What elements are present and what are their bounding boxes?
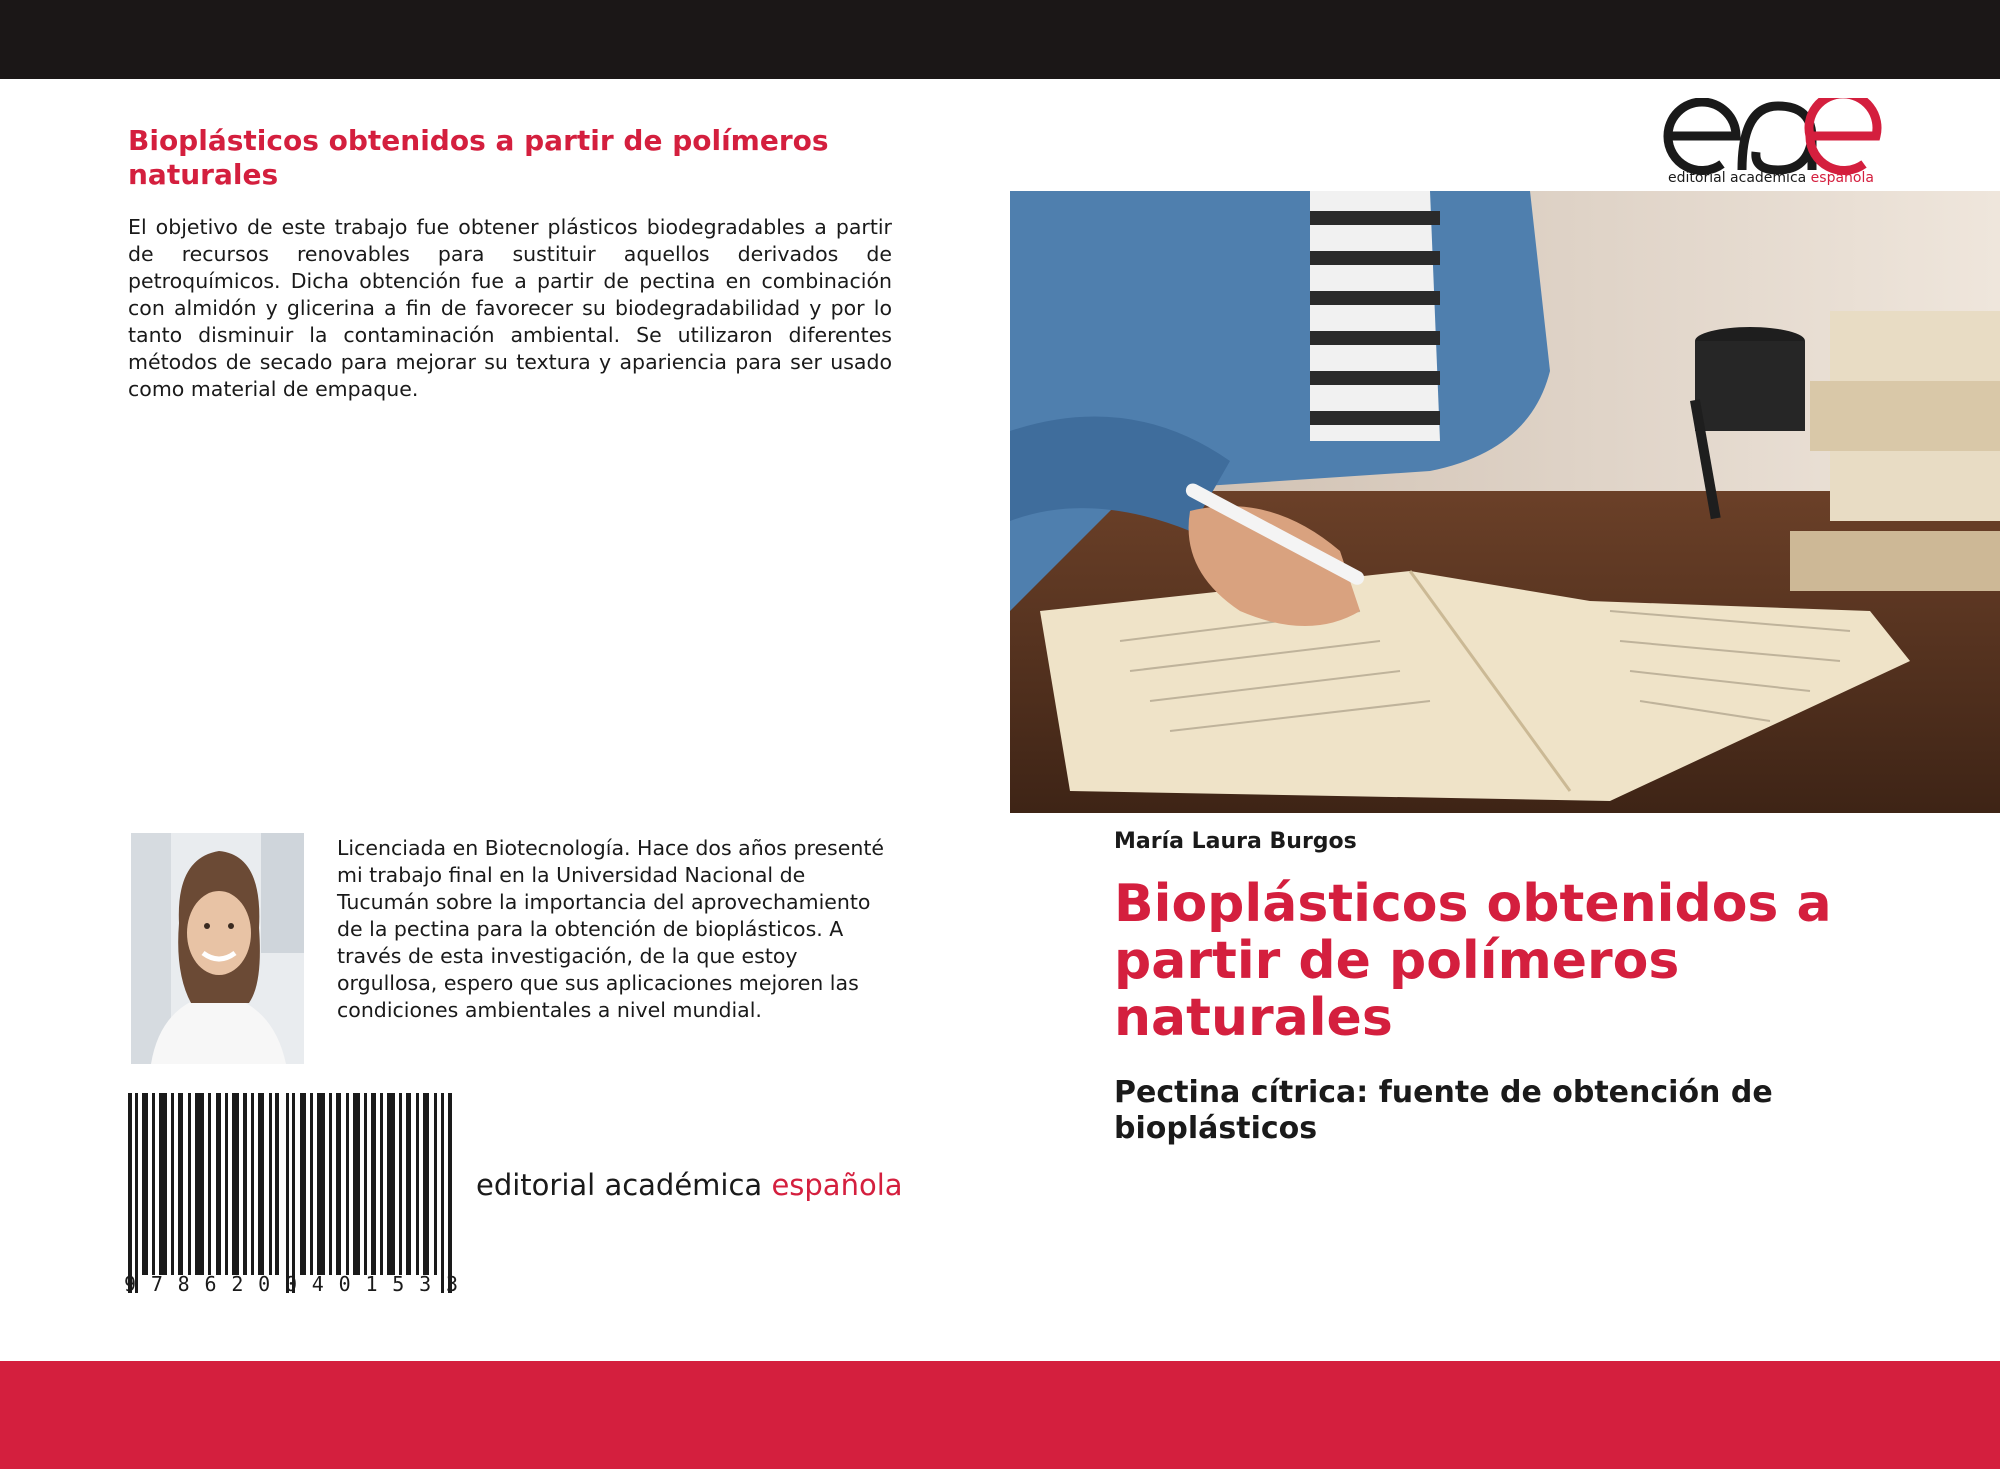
isbn-digit: 7: [150, 1272, 163, 1296]
isbn-digit: 9: [124, 1272, 137, 1296]
isbn-digit: 3: [419, 1272, 432, 1296]
isbn-barcode: [128, 1093, 458, 1293]
logo-tagline-main: editorial académica: [1668, 170, 1811, 186]
isbn-digit: 0: [258, 1272, 271, 1296]
isbn-digit: 0: [338, 1272, 351, 1296]
isbn-digits: [124, 1272, 458, 1296]
author-biography: Licenciada en Biotecnología. Hace dos años presenté mi trabajo final en la Universidad Nacional de Tucumán sobre la importancia del aprovechamiento de la pectina para la obtención de bioplásticos. A través de esta investigación, de la que estoy orgullosa, espero que sus aplicaciones mejoren las condiciones ambientales a nivel mundial.: [337, 836, 884, 1022]
isbn-digit: 3: [445, 1272, 458, 1296]
isbn-digit: 6: [204, 1272, 217, 1296]
front-cover-subtitle: Pectina cítrica: fuente de obtención de bioplásticos: [1114, 1075, 1773, 1146]
back-cover-blurb: El objetivo de este trabajo fue obtener plásticos biodegradables a partir de recursos renovables para sustituir aquellos derivados de petroquímicos. Dicha obtención fue a partir de pectina en combinación con almidón y glicerina a fin de favorecer su biodegradabilidad y por lo tanto disminuir la contaminación ambiental. Se utilizaron diferentes métodos de secado para mejorar su textura y apariencia para ser usado como material de empaque.: [128, 215, 892, 401]
isbn-digit: 1: [365, 1272, 378, 1296]
publisher-name-main: editorial académica: [476, 1168, 772, 1202]
isbn-digit: 0: [284, 1272, 298, 1296]
publisher-name: [476, 1168, 903, 1202]
back-cover-title: Bioplásticos obtenidos a partir de polímeros naturales: [128, 124, 829, 191]
isbn-digit: 5: [392, 1272, 405, 1296]
logo-tagline: [1660, 170, 1882, 186]
bottom-band: [0, 1361, 2000, 1469]
cover-photo: [1010, 191, 2000, 813]
author-portrait-photo: [131, 833, 304, 1064]
isbn-digit: 4: [311, 1272, 324, 1296]
author-name: María Laura Burgos: [1114, 829, 1357, 854]
isbn-digit: 2: [231, 1272, 244, 1296]
publisher-name-accent: española: [771, 1168, 903, 1202]
isbn-digit: 8: [177, 1272, 190, 1296]
logo-tagline-accent: española: [1810, 170, 1874, 186]
front-cover-title: Bioplásticos obtenidos a partir de polímeros naturales: [1114, 874, 1832, 1048]
top-band: [0, 0, 2000, 79]
